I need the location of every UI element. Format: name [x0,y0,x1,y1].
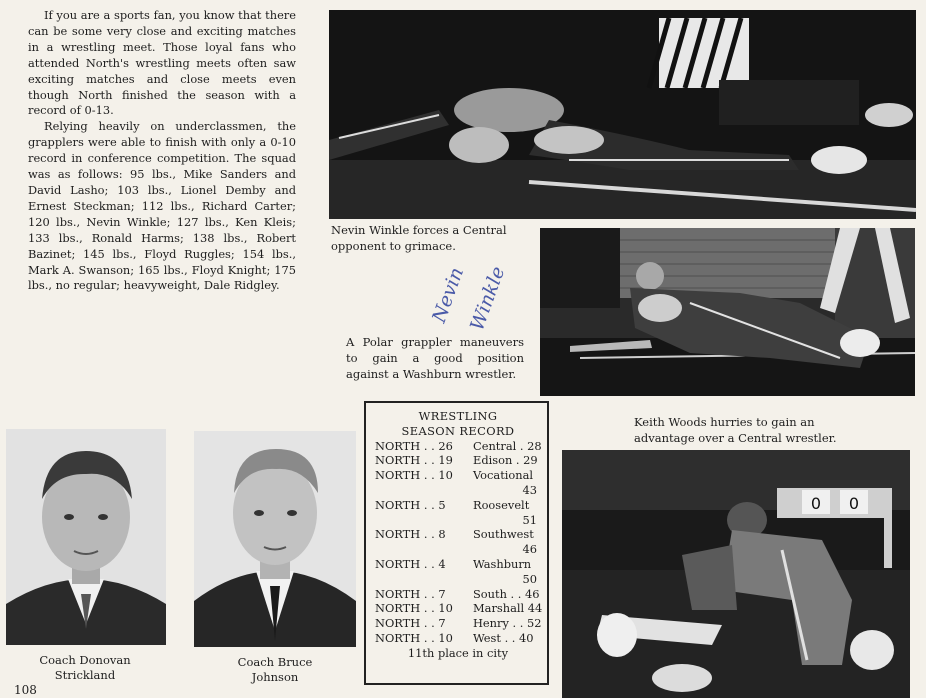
record-row [375,453,541,468]
record-opponent-score: 43 [522,482,537,497]
coach-1-line-2: Strickland [54,668,116,682]
record-north: NORTH . . 5 [375,497,446,512]
record-row [375,631,541,646]
record-footer: 11th place in city [407,645,509,660]
record-opponent: South . . 46 [473,586,540,601]
caption-photo-2: A Polar grappler maneuvers to gain a good position against a Washburn wrestler. [346,335,524,381]
record-opponent-score: 46 [522,542,537,557]
record-north: NORTH . . 10 [375,630,453,645]
coach-caption-2 [200,655,350,685]
record-north: NORTH . . 8 [375,527,446,542]
record-opponent: Edison . 29 [473,453,538,468]
record-north: NORTH . . 4 [375,556,446,571]
scoreboard-left: 0 [810,494,822,513]
handwritten-signature [428,230,538,340]
coach-2-line-2: Johnson [251,670,299,684]
coach-caption-1 [10,653,160,683]
record-opponent: West . . 40 [473,630,534,645]
scoreboard-right: 0 [848,494,860,513]
record-north: NORTH . . 7 [375,586,446,601]
record-opponent: Southwest [473,527,534,542]
portrait-coach-johnson [194,431,356,647]
record-opponent: Central . 28 [473,438,542,453]
signature-line-2: Winkle [466,263,510,334]
intro-paragraph-2: Relying heavily on underclassmen, the grapplers were able to finish with only a 0-10 record in conference competition. The squad was as follows: 95 lbs., Mike Sanders and David Lasho; 103 lbs., Lionel Demby and Ernest Steckman; 112 lbs., Richard Carter; 120 lbs., Nevin Winkle; 127 lbs., Ken Kleis; 133 lbs., Ronald Harms; 138 lbs., Robert Bazinet; 145 lbs., Floyd Ruggles; 154 lbs., Mark A. Swanson; 165 lbs., Floyd Knight; 175 lbs., no regular; heavyweight, Dale Ridgley. [28,119,296,293]
record-row [375,439,541,454]
coach-2-line-1: Coach Bruce [237,655,313,669]
portrait-coach-strickland [6,429,166,645]
intro-paragraph-1: If you are a sports fan, you know that there can be some very close and exciting matches in a wrestling meet. Those loyal fans who attended North's wrestling meets often saw exciting matches and close meets even though North finished the season with a record of 0-13. [28,8,296,118]
record-row [375,498,541,528]
intro-text [28,8,296,294]
record-north: NORTH . . 7 [375,616,446,631]
page-number: 108 [14,683,37,697]
record-north: NORTH . . 19 [375,453,453,468]
record-opponent: Vocational [473,468,534,483]
record-row [375,616,541,631]
signature-line-1: Nevin [428,264,469,326]
record-opponent-score: 51 [522,512,537,527]
record-row [375,601,541,616]
record-title-2: SEASON RECORD [401,423,515,438]
season-record-box [364,401,549,685]
record-title-1: WRESTLING [418,409,498,423]
record-opponent: Washburn [473,556,532,571]
record-opponent: Roosevelt [473,497,530,512]
caption-photo-3: Keith Woods hurries to gain an advantage over a Central wrestler. [634,415,837,445]
record-row [375,468,541,498]
photo-keith-woods [562,450,910,698]
record-opponent-score: 50 [522,571,537,586]
record-row [375,527,541,557]
photo-winkle-match [329,10,916,219]
record-north: NORTH . . 26 [375,438,453,453]
record-row [375,587,541,602]
coach-1-line-1: Coach Donovan [39,653,131,667]
caption-photo-1: Nevin Winkle forces a Central opponent to grimace. [331,223,507,253]
record-north: NORTH . . 10 [375,601,453,616]
photo-polar-grappler [540,228,915,396]
record-opponent: Henry . . 52 [473,616,542,631]
record-row [375,557,541,587]
record-opponent: Marshall 44 [473,601,543,616]
record-north: NORTH . . 10 [375,468,453,483]
